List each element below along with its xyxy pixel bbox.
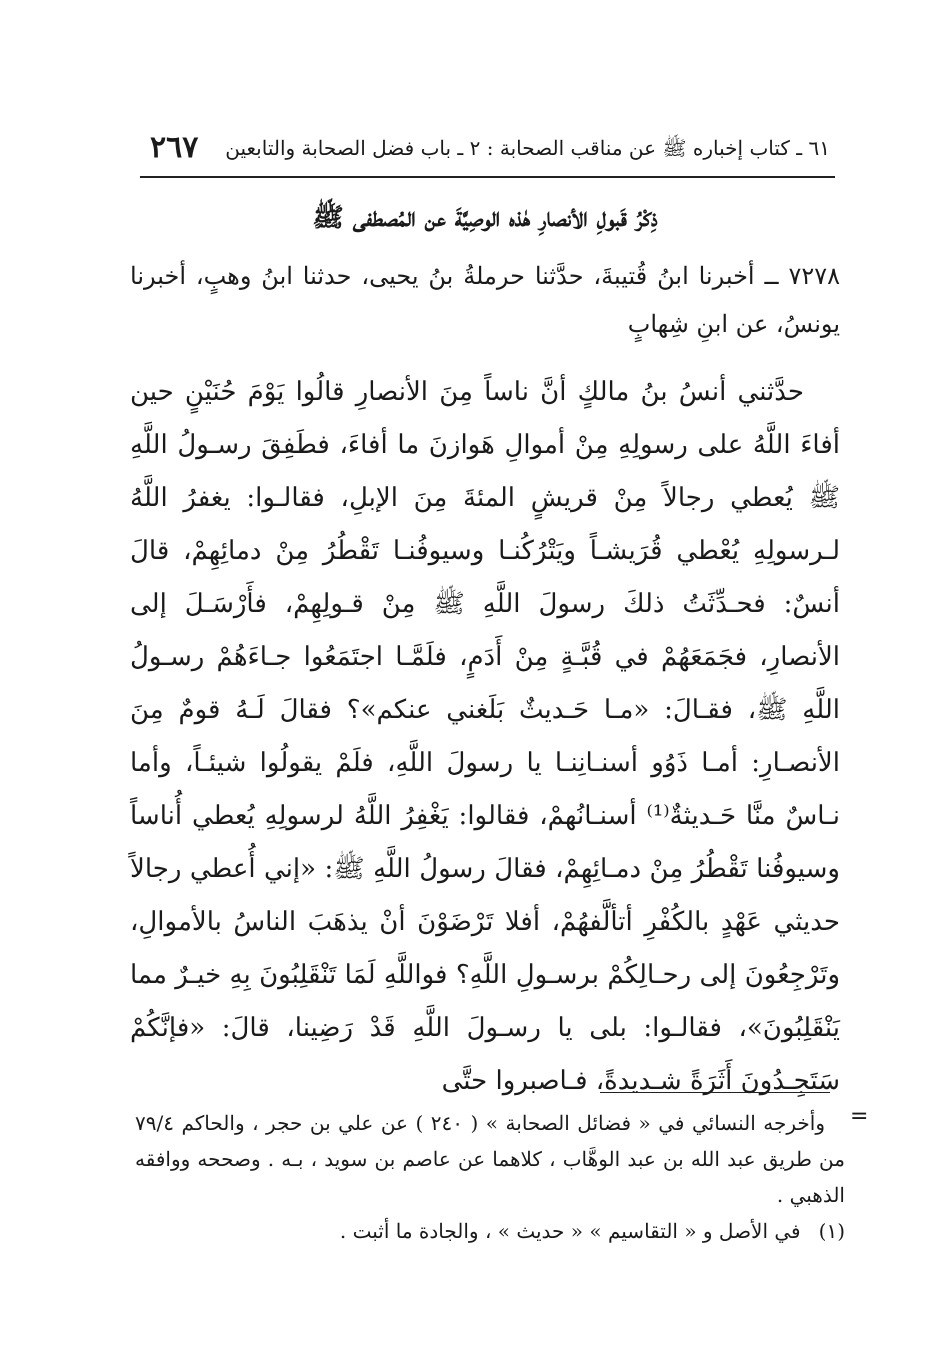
footnote-1	[135, 1213, 845, 1249]
footnote-continuation: وأخرجه النسائي في « فضائل الصحابة » ( ٢٤٠ ) عن علي بن حجر ، والحاكم ٧٩/٤ من طريق عبد الله بن عبد الوهَّاب ، كلاهما عن عاصم بن سويد ، بـه . وصححه ووافقه الذهبي .	[135, 1111, 845, 1207]
running-head: ٦١ ـ كتاب إخباره ﷺ عن مناقب الصحابة : ٢ ـ باب فضل الصحابة والتابعين	[225, 136, 830, 160]
footnote-rule	[600, 1092, 830, 1093]
page-header	[140, 130, 830, 170]
main-text	[130, 190, 840, 1108]
hadith-isnad: ٧٢٧٨ ــ أخبرنا ابنُ قُتيبةَ، حدَّثنا حرملةُ بنُ يحيى، حدثنا ابنُ وهبٍ، أخبرنا يونسُ، عن ابنِ شِهابٍ	[130, 262, 840, 338]
continuation-mark: =	[850, 1104, 869, 1129]
footnote-1-number: (١)	[818, 1219, 845, 1243]
footnote-1-text: في الأصل و « التقاسيم » « حديث » ، والجادة ما أثبت .	[339, 1219, 801, 1243]
header-rule	[140, 176, 835, 178]
hadith-matn: حدَّثني أنسُ بنُ مالكٍ أنَّ ناساً مِنَ الأنصارِ قالُوا يَوْمَ حُنَيْنٍ حين أفاءَ اللَّهُ على رسولِهِ مِنْ أموالِ هَوازنَ ما أفاءَ، فطَفِقَ رسـولُ اللَّهِ ﷺ يُعطي رجالاً مِنْ قريشٍ المئةَ مِنَ الإبلِ، فقالـوا: يغفرُ اللَّهُ لـرسولِهِ يُعْطي قُرَيشـاً ويَتْرُكُنـا وسيوفُنـا تَقْطُرُ مِنْ دمائِهِمْ، قالَ أنسٌ: فحـدِّثَتُ ذلكَ رسولَ اللَّهِ ﷺ مِنْ قـولِهِمْ، فأَرْسَـلَ إلى الأنصارِ، فجَمَعَهُمْ في قُبَّـةٍ مِنْ أَدَمٍ، فلَمَّـا اجتَمَعُوا جـاءَهُمْ رسـولُ اللَّهِ ﷺ، فقـالَ: «مـا حَـديثٌ بَلَغني عنكم»؟ فقالَ لَـهُ قومٌ مِنَ الأنصـارِ: أمـا ذَوُو أسنـانِنـا يا رسولَ اللَّهِ، فلَمْ يقولُوا شيئـاً، وأما نـاسٌ منَّا حَـديثةٌ⁽¹⁾ أسنـانُهمْ، فقالوا: يَغْفِرُ اللَّهُ لرسولِهِ يُعطي أُناساً وسيوفُنا تَقْطُرُ مِنْ دمـائِهِمْ، فقالَ رسولُ اللَّهِ ﷺ: «إني أُعطي رجالاً حديثي عَهْدٍ بالكُفْرِ أتألَّفهُمْ، أفلا تَرْضَوْنَ أنْ يذهَبَ الناسُ بالأموالِ، وتَرْجِعُونَ إلى رحـالِكُمْ برسـولِ اللَّهِ؟ فواللَّهِ لَمَا تَنْقَلِبُونَ بِهِ خيـرٌ مما يَنْقَلِبُونَ»، فقالـوا: بلى يا رسـولَ اللَّهِ قَدْ رَضِينا، قالَ: «فإنَّكُمْ سَتَجِـدُونَ أَثَرَةً شـديدةً، فـاصبروا حتَّى	[130, 377, 841, 1096]
footnotes	[135, 1105, 845, 1249]
page-number: ٢٦٧	[150, 130, 199, 165]
section-heading: ذِكْرُ قَبولِ الأنصارِ هٰذه الوصِيَّةَ عن المُصطفى ﷺ	[312, 203, 658, 233]
